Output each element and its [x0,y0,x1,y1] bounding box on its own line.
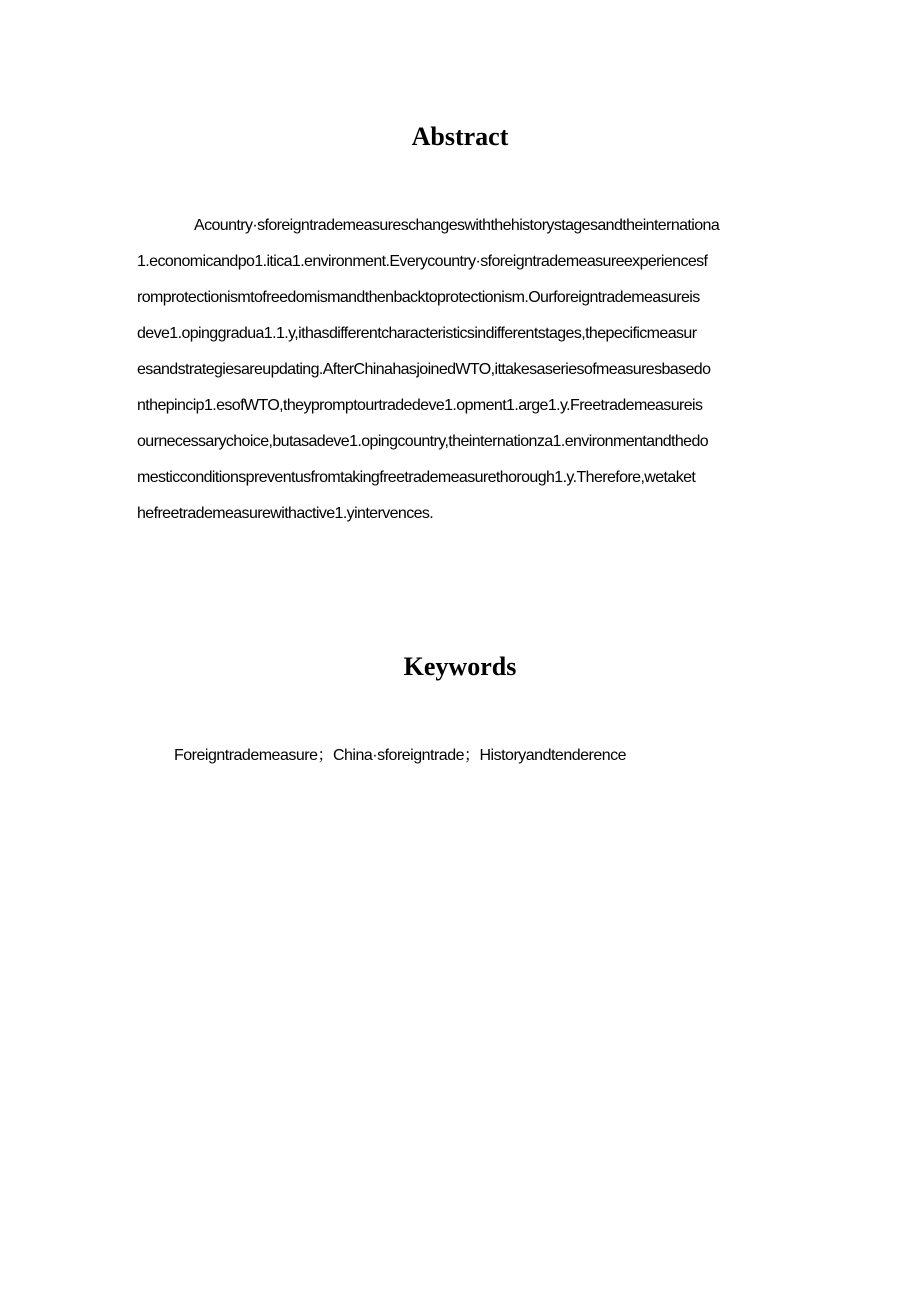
keywords-heading: Keywords [403,652,517,681]
abstract-line: 1.economicandpo1.itica1.environment.Everycountry·sforeigntrademeasureexperiencesf [137,253,708,270]
abstract-line: hefreetrademeasurewithactive1.yintervences. [137,505,434,522]
abstract-line: nthepincip1.esofWTO,theypromptourtradedeve1.opment1.arge1.y.Freetrademeasureis [137,397,703,414]
abstract-line: deve1.opinggradua1.1.y,ithasdifferentcharacteristicsindifferentstages,thepecificmeasur [137,325,697,342]
keywords-text: Foreigntrademeasure；China·sforeigntrade；Historyandtenderence [174,747,627,764]
abstract-body [137,208,787,532]
abstract-line: mesticconditionspreventusfromtakingfreetrademeasurethorough1.y.Therefore,wetaket [137,469,696,486]
abstract-line: Acountry·sforeigntrademeasureschangeswiththehistorystagesandtheinternationa [194,217,720,234]
abstract-line: esandstrategiesareupdating.AfterChinahasjoinedWTO,ittakesaseriesofmeasuresbasedo [137,361,711,378]
abstract-line: ournecessarychoice,butasadeve1.opingcountry,theinternationza1.environmentandthedo [137,433,709,450]
abstract-line: romprotectionismtofreedomismandthenbacktoprotectionism.Ourforeigntrademeasureis [137,289,700,306]
abstract-heading: Abstract [411,122,509,151]
